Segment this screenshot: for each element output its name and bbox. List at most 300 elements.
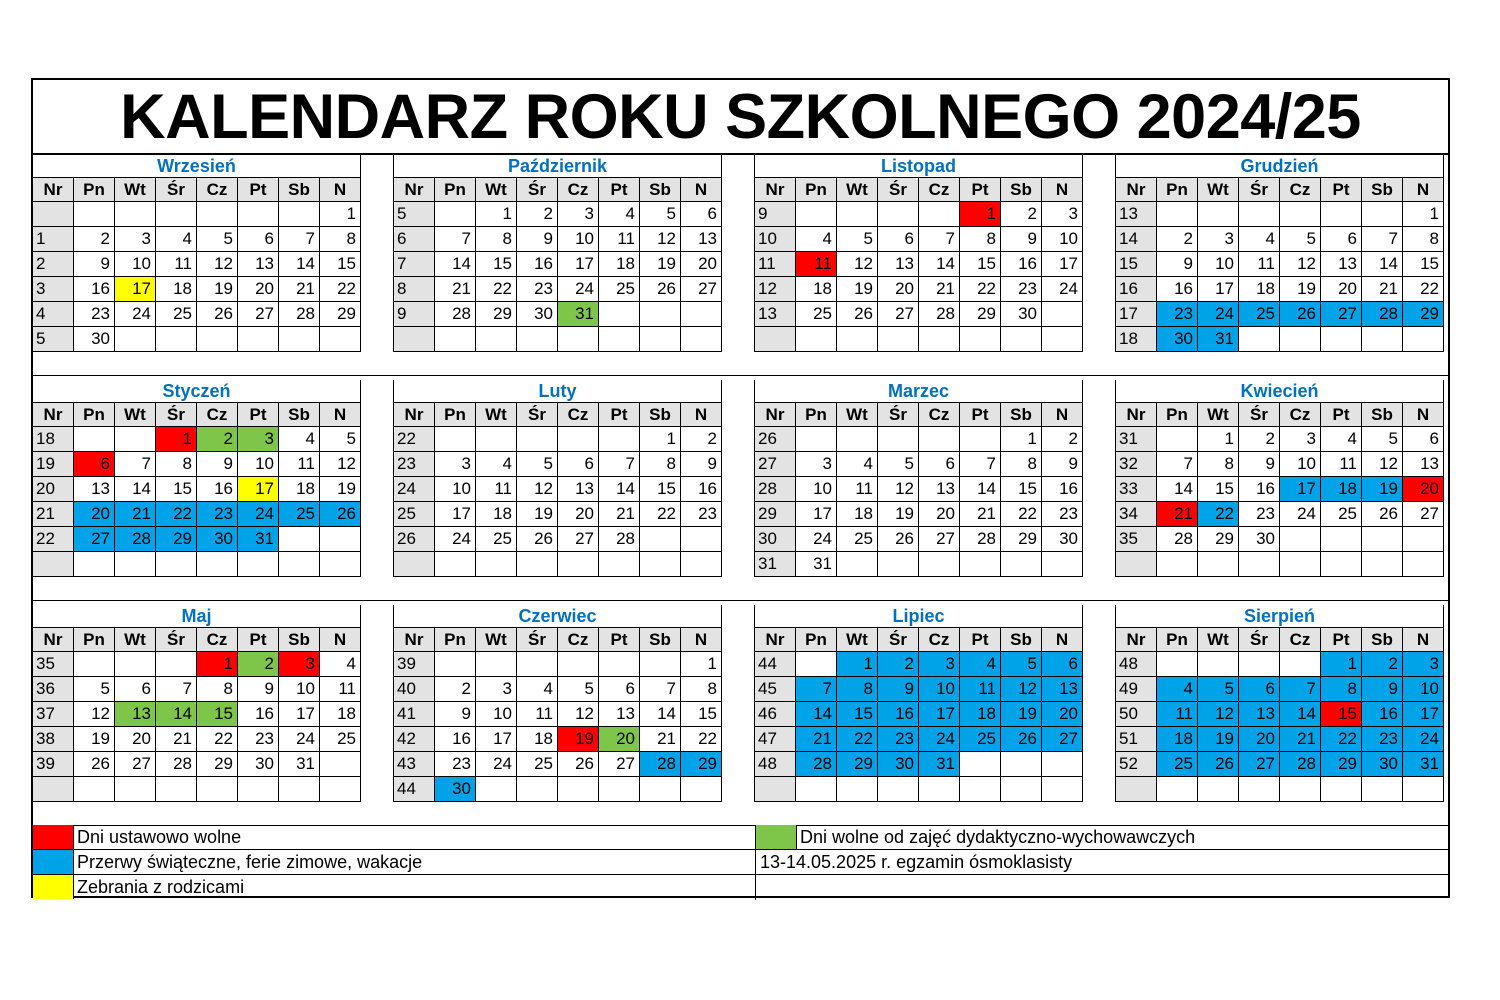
day-cell: 25 — [599, 277, 640, 302]
day-cell: 3 — [238, 427, 279, 452]
day-cell: 31 — [919, 752, 960, 777]
day-cell: 12 — [1198, 702, 1239, 727]
day-cell — [476, 552, 517, 577]
day-header: Śr — [517, 628, 558, 652]
day-cell: 15 — [320, 252, 361, 277]
day-cell: 7 — [156, 677, 197, 702]
day-cell: 1 — [837, 652, 878, 677]
day-header: Sb — [1001, 403, 1042, 427]
day-cell — [681, 527, 722, 552]
day-cell — [599, 327, 640, 352]
day-cell: 31 — [238, 527, 279, 552]
day-cell: 14 — [1362, 252, 1403, 277]
day-cell: 27 — [1239, 752, 1280, 777]
day-cell: 4 — [960, 652, 1001, 677]
day-cell: 14 — [115, 477, 156, 502]
day-cell: 31 — [1198, 327, 1239, 352]
day-cell: 26 — [1001, 727, 1042, 752]
day-header: Pt — [238, 178, 279, 202]
day-cell: 25 — [476, 527, 517, 552]
week-number: 7 — [394, 252, 435, 277]
week-number: 30 — [755, 527, 796, 552]
day-header: N — [1403, 178, 1444, 202]
day-cell: 11 — [476, 477, 517, 502]
day-header: Wt — [476, 403, 517, 427]
week-number: 14 — [1116, 227, 1157, 252]
day-cell: 27 — [558, 527, 599, 552]
day-header: N — [1403, 628, 1444, 652]
day-cell — [1280, 527, 1321, 552]
day-cell — [238, 777, 279, 802]
day-cell: 23 — [74, 302, 115, 327]
day-cell: 30 — [878, 752, 919, 777]
day-cell: 20 — [1042, 702, 1083, 727]
day-cell: 24 — [1280, 502, 1321, 527]
day-cell: 20 — [1321, 277, 1362, 302]
day-cell: 28 — [796, 752, 837, 777]
day-cell: 22 — [320, 277, 361, 302]
day-cell — [599, 302, 640, 327]
day-header: Wt — [837, 403, 878, 427]
day-cell: 9 — [681, 452, 722, 477]
day-cell: 28 — [1280, 752, 1321, 777]
day-cell: 6 — [599, 677, 640, 702]
week-number: 35 — [1116, 527, 1157, 552]
day-cell — [1157, 777, 1198, 802]
week-number: 44 — [755, 652, 796, 677]
day-cell: 26 — [517, 527, 558, 552]
day-cell: 25 — [279, 502, 320, 527]
column-gap — [361, 155, 394, 352]
day-cell: 15 — [1403, 252, 1444, 277]
day-cell: 19 — [878, 502, 919, 527]
day-cell: 8 — [640, 452, 681, 477]
day-cell: 22 — [681, 727, 722, 752]
day-cell — [1403, 327, 1444, 352]
week-number: 29 — [755, 502, 796, 527]
day-cell — [878, 327, 919, 352]
day-cell: 18 — [599, 252, 640, 277]
day-cell: 28 — [640, 752, 681, 777]
day-cell: 15 — [1001, 477, 1042, 502]
day-cell: 2 — [74, 227, 115, 252]
day-cell: 26 — [1362, 502, 1403, 527]
day-cell: 26 — [1198, 752, 1239, 777]
day-header: Wt — [476, 628, 517, 652]
day-cell — [1001, 552, 1042, 577]
day-cell — [1198, 202, 1239, 227]
week-number: 6 — [394, 227, 435, 252]
day-cell: 9 — [1042, 452, 1083, 477]
day-cell: 2 — [1239, 427, 1280, 452]
day-header: Nr — [33, 403, 74, 427]
day-cell: 17 — [115, 277, 156, 302]
day-header: Pt — [1321, 403, 1362, 427]
day-cell: 28 — [1157, 527, 1198, 552]
day-cell — [878, 427, 919, 452]
day-cell: 6 — [878, 227, 919, 252]
day-cell: 12 — [1001, 677, 1042, 702]
day-cell — [156, 552, 197, 577]
day-cell: 8 — [197, 677, 238, 702]
week-number: 11 — [755, 252, 796, 277]
day-cell — [1001, 752, 1042, 777]
day-header: Cz — [1280, 178, 1321, 202]
week-number: 16 — [1116, 277, 1157, 302]
day-cell — [1198, 777, 1239, 802]
day-cell — [558, 777, 599, 802]
day-header: Nr — [755, 403, 796, 427]
day-cell: 3 — [1042, 202, 1083, 227]
week-number: 19 — [33, 452, 74, 477]
day-cell — [1321, 327, 1362, 352]
day-cell: 16 — [1239, 477, 1280, 502]
day-cell: 23 — [1362, 727, 1403, 752]
day-cell: 26 — [558, 752, 599, 777]
day-cell — [74, 427, 115, 452]
day-header: N — [681, 403, 722, 427]
week-number: 38 — [33, 727, 74, 752]
day-cell: 30 — [435, 777, 476, 802]
day-cell — [837, 327, 878, 352]
day-cell: 19 — [837, 277, 878, 302]
day-header: Wt — [837, 178, 878, 202]
day-header: Cz — [919, 403, 960, 427]
day-cell: 10 — [1042, 227, 1083, 252]
day-cell: 8 — [681, 677, 722, 702]
day-cell — [1280, 202, 1321, 227]
week-number: 33 — [1116, 477, 1157, 502]
day-header: N — [320, 403, 361, 427]
day-cell: 11 — [960, 677, 1001, 702]
day-cell: 21 — [1157, 502, 1198, 527]
day-cell: 29 — [197, 752, 238, 777]
day-cell: 30 — [517, 302, 558, 327]
day-header: Sb — [279, 403, 320, 427]
day-header: Sb — [1001, 178, 1042, 202]
day-cell: 5 — [1198, 677, 1239, 702]
day-header: Nr — [394, 403, 435, 427]
day-cell — [476, 427, 517, 452]
day-cell — [681, 327, 722, 352]
day-cell — [156, 652, 197, 677]
week-number: 22 — [394, 427, 435, 452]
page-title: KALENDARZ ROKU SZKOLNEGO 2024/25 — [33, 80, 1448, 155]
day-cell: 20 — [238, 277, 279, 302]
day-cell: 25 — [837, 527, 878, 552]
day-cell: 9 — [1362, 677, 1403, 702]
day-cell: 29 — [1321, 752, 1362, 777]
day-cell: 24 — [238, 502, 279, 527]
week-number: 40 — [394, 677, 435, 702]
day-cell — [115, 552, 156, 577]
day-cell — [238, 552, 279, 577]
day-header: Wt — [115, 178, 156, 202]
day-cell: 5 — [878, 452, 919, 477]
day-cell: 29 — [1001, 527, 1042, 552]
day-cell — [1280, 552, 1321, 577]
day-cell — [1001, 777, 1042, 802]
day-cell — [1321, 552, 1362, 577]
day-cell: 2 — [1001, 202, 1042, 227]
day-header: Pt — [960, 403, 1001, 427]
month-name: Wrzesień — [33, 155, 361, 178]
day-cell: 13 — [1403, 452, 1444, 477]
day-cell: 21 — [279, 277, 320, 302]
day-cell — [796, 427, 837, 452]
day-cell: 22 — [1321, 727, 1362, 752]
day-cell: 11 — [156, 252, 197, 277]
day-cell: 30 — [1239, 527, 1280, 552]
day-cell — [435, 202, 476, 227]
legend-green-label: Dni wolne od zajęć dydaktyczno-wychowawczych — [800, 827, 1196, 847]
day-cell — [115, 202, 156, 227]
day-header: Pn — [796, 403, 837, 427]
day-cell: 8 — [1001, 452, 1042, 477]
day-cell: 3 — [279, 652, 320, 677]
day-cell — [1321, 777, 1362, 802]
day-cell — [197, 327, 238, 352]
day-cell: 23 — [1042, 502, 1083, 527]
day-cell: 12 — [837, 252, 878, 277]
day-cell: 24 — [476, 752, 517, 777]
day-cell: 2 — [517, 202, 558, 227]
day-cell: 20 — [599, 727, 640, 752]
day-header: Śr — [1239, 628, 1280, 652]
day-cell — [796, 652, 837, 677]
day-cell: 5 — [558, 677, 599, 702]
day-header: Sb — [640, 403, 681, 427]
day-cell — [1157, 552, 1198, 577]
day-cell — [279, 527, 320, 552]
week-number: 15 — [1116, 252, 1157, 277]
day-cell: 4 — [1157, 677, 1198, 702]
day-cell: 21 — [1362, 277, 1403, 302]
month-name: Lipiec — [755, 605, 1083, 628]
day-cell — [558, 552, 599, 577]
day-cell: 21 — [960, 502, 1001, 527]
week-number: 25 — [394, 502, 435, 527]
day-cell: 18 — [279, 477, 320, 502]
day-cell: 21 — [1280, 727, 1321, 752]
day-cell: 29 — [837, 752, 878, 777]
day-cell — [919, 202, 960, 227]
day-cell — [599, 427, 640, 452]
day-cell: 17 — [1280, 477, 1321, 502]
day-cell: 16 — [1157, 277, 1198, 302]
day-cell — [1001, 327, 1042, 352]
day-cell — [1239, 552, 1280, 577]
day-cell — [320, 527, 361, 552]
day-cell — [878, 202, 919, 227]
day-cell: 9 — [1239, 452, 1280, 477]
day-cell: 29 — [960, 302, 1001, 327]
week-number: 32 — [1116, 452, 1157, 477]
day-cell: 4 — [796, 227, 837, 252]
day-cell: 20 — [878, 277, 919, 302]
day-cell: 2 — [1157, 227, 1198, 252]
day-cell: 3 — [115, 227, 156, 252]
day-cell: 14 — [156, 702, 197, 727]
day-cell: 31 — [796, 552, 837, 577]
legend-row-1 — [33, 825, 1448, 850]
day-cell: 8 — [960, 227, 1001, 252]
day-cell: 1 — [640, 427, 681, 452]
day-cell: 12 — [878, 477, 919, 502]
day-cell: 3 — [1198, 227, 1239, 252]
day-header: N — [1042, 403, 1083, 427]
day-cell — [878, 777, 919, 802]
week-number: 4 — [33, 302, 74, 327]
day-cell: 10 — [115, 252, 156, 277]
day-cell: 29 — [156, 527, 197, 552]
day-cell — [837, 552, 878, 577]
week-number: 52 — [1116, 752, 1157, 777]
day-header: Wt — [1198, 178, 1239, 202]
day-cell: 26 — [640, 277, 681, 302]
day-cell: 25 — [320, 727, 361, 752]
day-cell: 11 — [837, 477, 878, 502]
day-cell: 28 — [115, 527, 156, 552]
day-cell: 10 — [279, 677, 320, 702]
day-cell: 25 — [1239, 302, 1280, 327]
day-cell — [796, 202, 837, 227]
week-number: 1 — [33, 227, 74, 252]
day-cell: 14 — [435, 252, 476, 277]
day-header: Pt — [1321, 178, 1362, 202]
day-cell: 5 — [1280, 227, 1321, 252]
day-cell: 9 — [74, 252, 115, 277]
day-cell: 10 — [1403, 677, 1444, 702]
day-cell: 13 — [878, 252, 919, 277]
week-number: 48 — [755, 752, 796, 777]
day-cell: 13 — [599, 702, 640, 727]
day-cell — [681, 777, 722, 802]
day-cell — [517, 552, 558, 577]
day-cell: 18 — [156, 277, 197, 302]
day-cell: 14 — [1280, 702, 1321, 727]
day-cell: 15 — [837, 702, 878, 727]
band-separator — [33, 375, 1448, 376]
day-cell — [960, 552, 1001, 577]
day-cell: 9 — [878, 677, 919, 702]
day-cell: 30 — [74, 327, 115, 352]
day-cell: 24 — [558, 277, 599, 302]
week-number: 43 — [394, 752, 435, 777]
day-header: Nr — [1116, 403, 1157, 427]
month-name: Kwiecień — [1116, 380, 1444, 403]
day-cell: 16 — [1042, 477, 1083, 502]
day-cell — [1321, 527, 1362, 552]
day-cell: 1 — [960, 202, 1001, 227]
day-header: Pn — [796, 628, 837, 652]
day-cell — [74, 652, 115, 677]
day-cell: 18 — [320, 702, 361, 727]
day-header: Cz — [919, 178, 960, 202]
day-cell: 20 — [74, 502, 115, 527]
week-number: 49 — [1116, 677, 1157, 702]
week-number: 51 — [1116, 727, 1157, 752]
day-cell: 9 — [1001, 227, 1042, 252]
day-cell: 14 — [1157, 477, 1198, 502]
week-number: 13 — [755, 302, 796, 327]
day-header: Cz — [197, 178, 238, 202]
day-cell — [156, 327, 197, 352]
day-cell — [156, 202, 197, 227]
day-header: Pt — [599, 403, 640, 427]
day-cell — [558, 327, 599, 352]
week-number: 31 — [755, 552, 796, 577]
column-gap — [722, 605, 755, 802]
day-cell: 17 — [279, 702, 320, 727]
day-cell: 30 — [1157, 327, 1198, 352]
day-cell — [115, 652, 156, 677]
day-cell — [476, 327, 517, 352]
day-cell: 28 — [1362, 302, 1403, 327]
day-cell: 5 — [640, 202, 681, 227]
day-header: Śr — [878, 403, 919, 427]
day-cell: 14 — [279, 252, 320, 277]
day-header: Sb — [640, 178, 681, 202]
day-cell — [1321, 202, 1362, 227]
day-cell: 4 — [1239, 227, 1280, 252]
day-header: Sb — [1001, 628, 1042, 652]
day-cell: 28 — [960, 527, 1001, 552]
day-cell: 16 — [238, 702, 279, 727]
day-cell: 13 — [919, 477, 960, 502]
day-header: Nr — [33, 178, 74, 202]
day-cell — [476, 652, 517, 677]
day-cell — [599, 652, 640, 677]
day-cell: 19 — [1198, 727, 1239, 752]
day-cell: 30 — [1001, 302, 1042, 327]
day-cell: 11 — [796, 252, 837, 277]
week-number — [755, 777, 796, 802]
month-name: Grudzień — [1116, 155, 1444, 178]
day-header: Sb — [640, 628, 681, 652]
day-cell: 12 — [517, 477, 558, 502]
week-number: 37 — [33, 702, 74, 727]
day-cell: 26 — [837, 302, 878, 327]
day-cell: 15 — [197, 702, 238, 727]
day-cell: 27 — [115, 752, 156, 777]
week-number: 47 — [755, 727, 796, 752]
week-number: 44 — [394, 777, 435, 802]
day-cell — [435, 327, 476, 352]
day-cell: 3 — [1403, 652, 1444, 677]
day-cell: 9 — [197, 452, 238, 477]
day-cell: 17 — [919, 702, 960, 727]
day-cell: 1 — [476, 202, 517, 227]
day-cell — [960, 327, 1001, 352]
week-number: 46 — [755, 702, 796, 727]
day-cell: 12 — [197, 252, 238, 277]
day-cell: 25 — [1157, 752, 1198, 777]
day-cell: 4 — [279, 427, 320, 452]
day-cell — [115, 327, 156, 352]
day-cell: 30 — [238, 752, 279, 777]
day-header: Pn — [1157, 178, 1198, 202]
day-cell: 29 — [476, 302, 517, 327]
day-cell: 20 — [681, 252, 722, 277]
day-header: Pn — [74, 178, 115, 202]
week-number — [33, 777, 74, 802]
day-cell: 3 — [435, 452, 476, 477]
day-cell: 26 — [320, 502, 361, 527]
day-cell: 27 — [74, 527, 115, 552]
day-cell: 13 — [681, 227, 722, 252]
week-number: 18 — [1116, 327, 1157, 352]
